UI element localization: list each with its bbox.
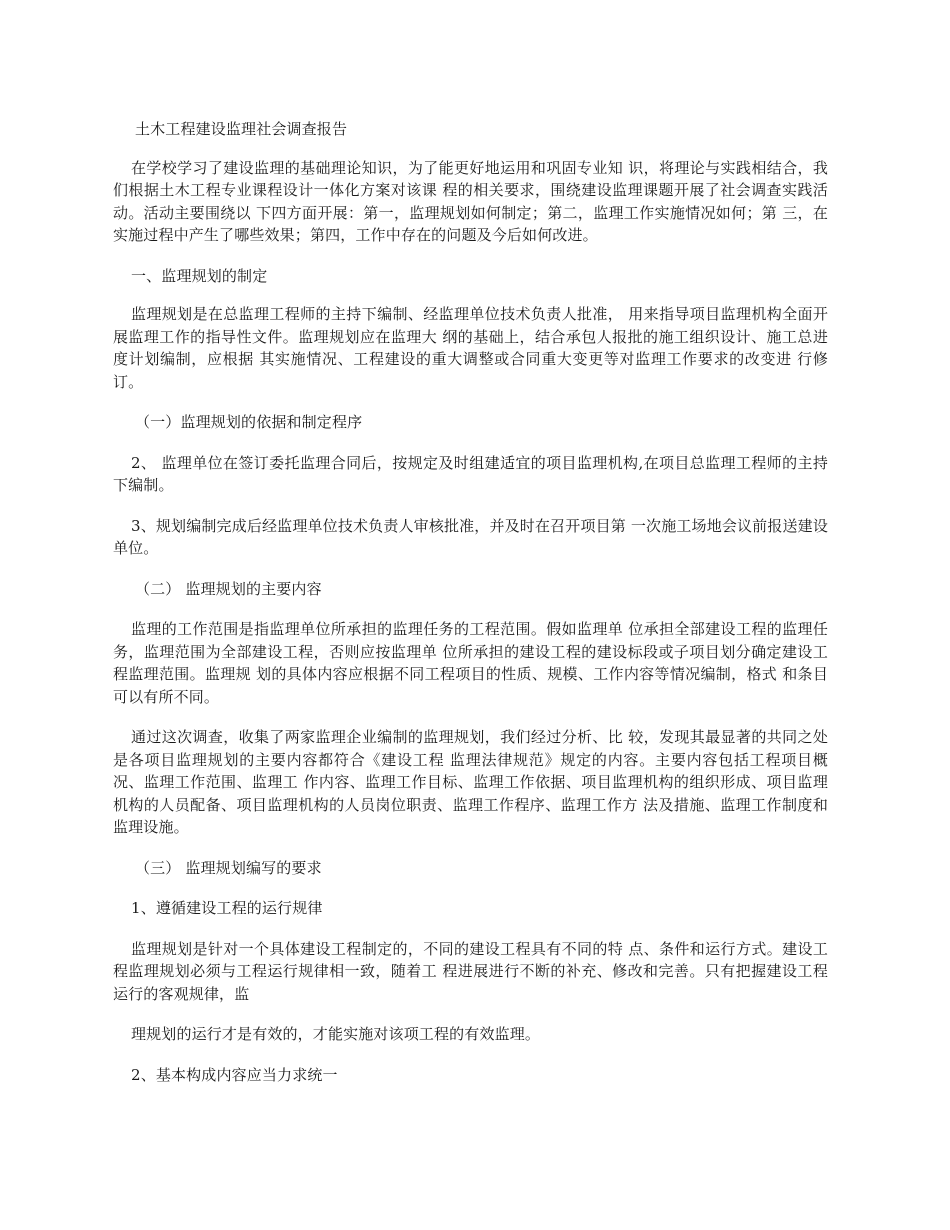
requirement-2-heading: 2、基本构成内容应当力求统一	[131, 1065, 338, 1084]
paragraph-operation-rules-continued: 理规划的运行才是有效的，才能实施对该项工程的有效监理。	[131, 1025, 541, 1043]
document-title: 土木工程建设监理社会调查报告	[135, 120, 348, 138]
requirement-1-heading: 1、遵循建设工程的运行规律	[131, 899, 323, 917]
paragraph-scope: 监理的工作范围是指监理单位所承担的监理任务的工程范围。假如监理单 位承担全部建设工程的监理任务，监理范围为全部建设工程，否则应按监理单 位所承担的建设工程的建设标段或子项目划分确定建设工程监理范围。监理规 划的具体内容应根据不同工程项目的性质、规模、工作内容等情况编制，格式 和条目可以有所不同。	[113, 620, 828, 706]
intro-paragraph: 在学校学习了建设监理的基础理论知识，为了能更好地运用和巩固专业知 识，将理论与实践相结合，我们根据土木工程专业课程设计一体化方案对该课 程的相关要求，围绕建设监理课题开展了社会调查实践活动。活动主要围绕以 下四方面开展：第一，监理规划如何制定；第二，监理工作实施情况如何；第 三，在实施过程中产生了哪些效果；第四，工作中存在的问题及今后如何改进。	[113, 158, 828, 244]
paragraph-survey: 通过这次调查，收集了两家监理企业编制的监理规划，我们经过分析、比 较，发现其最显著的共同之处是各项目监理规划的主要内容都符合《建设工程 监理法律规范》规定的内容。主要内容包括工程项目概况、监理工作范围、监理工 作内容、监理工作目标、监理工作依据、项目监理机构的组织形成、项目监理 机构的人员配备、项目监理机构的人员岗位职责、监理工作程序、监理工作方 法及措施、监理工作制度和监理设施。	[113, 728, 833, 836]
paragraph-planning-definition: 监理规划是在总监理工程师的主持下编制、经监理单位技术负责人批准， 用来指导项目监理机构全面开展监理工作的指导性文件。监理规划应在监理大 纲的基础上，结合承包人报批的施工组织设计、施工总进度计划编制，应根据 其实施情况、工程建设的重大调整或合同重大变更等对监理工作要求的改变进 行修订。	[113, 305, 828, 391]
paragraph-operation-rules: 监理规划是针对一个具体建设工程制定的，不同的建设工程具有不同的特 点、条件和运行方式。建设工程监理规划必须与工程运行规律相一致，随着工 程进展进行不断的补充、修改和完善。只有把握建设工程运行的客观规律，监	[113, 939, 828, 1003]
paragraph-item-3: 3、规划编制完成后经监理单位技术负责人审核批准，并及时在召开项目第 一次施工场地会议前报送建设单位。	[113, 516, 828, 557]
subheading-requirements: （三） 监理规划编写的要求	[135, 858, 322, 877]
subheading-basis: （一）监理规划的依据和制定程序	[135, 413, 363, 431]
paragraph-item-2: 2、 监理单位在签订委托监理合同后，按规定及时组建适宜的项目监理机构,在项目总监理工程师的主持下编制。	[113, 453, 828, 494]
document-page	[113, 118, 833, 1104]
section-heading-1: 一、监理规划的制定	[131, 266, 268, 285]
subheading-content: （二） 监理规划的主要内容	[135, 579, 322, 598]
